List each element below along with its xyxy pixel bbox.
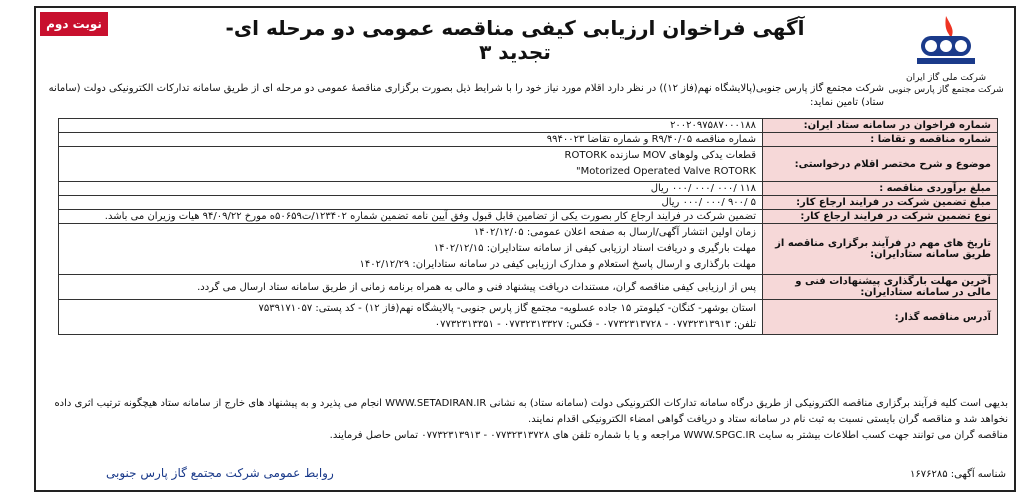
public-relations: روابط عمومی شرکت مجتمع گاز پارس جنوبی [106,466,334,480]
row-label: آخرین مهلت بارگذاری پیشنهادات فنی و مالی در سامانه ستادایران: [763,275,998,300]
row-value: ۲۰۰۲۰۹۷۵۸۷۰۰۰۱۸۸ [59,119,763,133]
nigc-logo [886,12,1006,112]
row-label: آدرس مناقصه گذار: [763,300,998,335]
date-text: زمان اولین انتشار آگهی/ارسال به صفحه اعلان عمومی: [526,227,756,238]
address-line: استان بوشهر- کنگان- کیلومتر ۱۵ جاده عسلویه- مجتمع گاز پارس جنوبی- پالایشگاه نهم(فاز ۱۲) - کد پستی: ۷۵۳۹۱۷۱۰۵۷ [258,303,756,314]
subject-line2: Motorized Operated Valve ROTORK" [576,166,756,177]
page-title: آگهی فراخوان ارزیابی کیفی مناقصه عمومی دو مرحله ای- تجدید ۳ [225,16,805,64]
date-value: ۱۴۰۲/۱۲/۲۹ [359,259,410,270]
date-line [65,241,756,257]
table-row [59,300,998,335]
round-badge: نوبت دوم [40,12,108,36]
ad-frame [34,6,1016,492]
date-value: ۱۴۰۲/۱۲/۰۵ [473,227,524,238]
table-row [59,182,998,196]
row-value [59,147,763,182]
footer-paragraph-2: مناقصه گران می توانند جهت کسب اطلاعات بیشتر به سایت WWW.SPGC.IR مراجعه و یا با شماره تلفن های ۰۷۷۳۲۳۱۳۷۲۸ - ۰۷۷۳۲۳۱۳۹۱۳ تماس حاصل فرمایند. [329,430,1008,441]
logo-line1: شرکت ملی گاز ایران [906,73,986,83]
intro-text: شرکت مجتمع گاز پارس جنوبی(پالایشگاه نهم(فاز ۱۲)) در نظر دارد اقلام مورد نیاز خود را با شرایط ذیل بصورت برگزاری مناقصهٔ عمومی دو مرحله ای از طریق سامانه تدارکات الکترونیکی دولت (سامانه ستاد) تامین نماید: [48,83,884,108]
date-text: مهلت بارگذاری و ارسال پاسخ استعلام و مدارک ارزیابی کیفی در سامانه ستادایران: [412,259,756,270]
footer-paragraph-1: بدیهی است کلیه فرآیند برگزاری مناقصه الکترونیکی از طریق درگاه سامانه تدارکات الکترونیکی دولت (سامانه ستاد) به نشانی WWW.SETADIRAN.IR انجام می پذیرد و به پیشنهاد های خارج از سامانه ستاد هیچگونه ترتیب اثری داده نخواهد شد و مناقصه گران بایستی نسبت به ثبت نام در سامانه ستاد و دریافت گواهی امضاء الکترونیکی اقدام نمایند. [54,398,1008,425]
row-label: موضوع و شرح مختصر اقلام درخواستی: [763,147,998,182]
row-label: تاریخ های مهم در فرآیند برگزاری مناقصه از طریق سامانه ستادایران: [763,224,998,275]
row-label: شماره فراخوان در سامانه ستاد ایران: [763,119,998,133]
row-value: شماره مناقصه R۹/۴۰/۰۵ و شماره تقاضا ۹۹۴۰۰۲۳ [59,133,763,147]
date-value: ۱۴۰۲/۱۲/۱۵ [433,243,484,254]
subject-line1: قطعات یدکی ولوهای MOV سازنده ROTORK [564,150,756,161]
date-line [65,225,756,241]
row-value: تضمین شرکت در فرایند ارجاع کار بصورت یکی از تضامین قابل قبول وفق آیین نامه تضمین شماره ۱۲۳۴۰۲/ت۵۰۶۵۹ه مورخ ۹۴/۰۹/۲۲ هیات وزیران می باشد. [59,210,763,224]
row-label: مبلغ برآوردی مناقصه : [763,182,998,196]
row-value: ۵ /۹۰۰ /۰۰۰ /۰۰۰ ریال [59,196,763,210]
logo-line2: شرکت مجتمع گاز پارس جنوبی [888,85,1004,95]
row-value: پس از ارزیابی کیفی مناقصه گران، مستندات دریافت پیشنهاد فنی و مالی به همراه برنامه زمانی از طریق سامانه ستاد ارسال می گردد. [59,275,763,300]
table-row [59,275,998,300]
table-row [59,210,998,224]
row-value [59,224,763,275]
row-label: نوع تضمین شرکت در فرایند ارجاع کار: [763,210,998,224]
table-row [59,147,998,182]
table-row [59,224,998,275]
table-row [59,133,998,147]
ad-number: شناسه آگهی: ۱۶۷۶۲۸۵ [909,469,1006,480]
footer-text [42,396,1008,444]
row-value [59,300,763,335]
row-label: شماره مناقصه و تقاضا : [763,133,998,147]
row-value: ۱۱۸ /۰۰۰ /۰۰۰ /۰۰۰ ریال [59,182,763,196]
table-row [59,119,998,133]
header [36,8,1014,95]
phone-line: تلفن: ۰۷۷۳۲۳۱۳۹۱۳ - ۰۷۷۳۲۳۱۳۷۲۸ - فکس: ۰۷۷۳۲۳۱۳۳۲۷ - ۰۷۷۳۲۳۱۳۳۵۱ [434,319,756,330]
date-text: مهلت بارگیری و دریافت اسناد ارزیابی کیفی از سامانه ستادایران: [486,243,756,254]
row-label: مبلغ تضمین شرکت در فرایند ارجاع کار: [763,196,998,210]
flame-logo-icon [911,12,981,72]
date-line [65,257,756,273]
table-row [59,196,998,210]
tender-table [58,118,998,335]
